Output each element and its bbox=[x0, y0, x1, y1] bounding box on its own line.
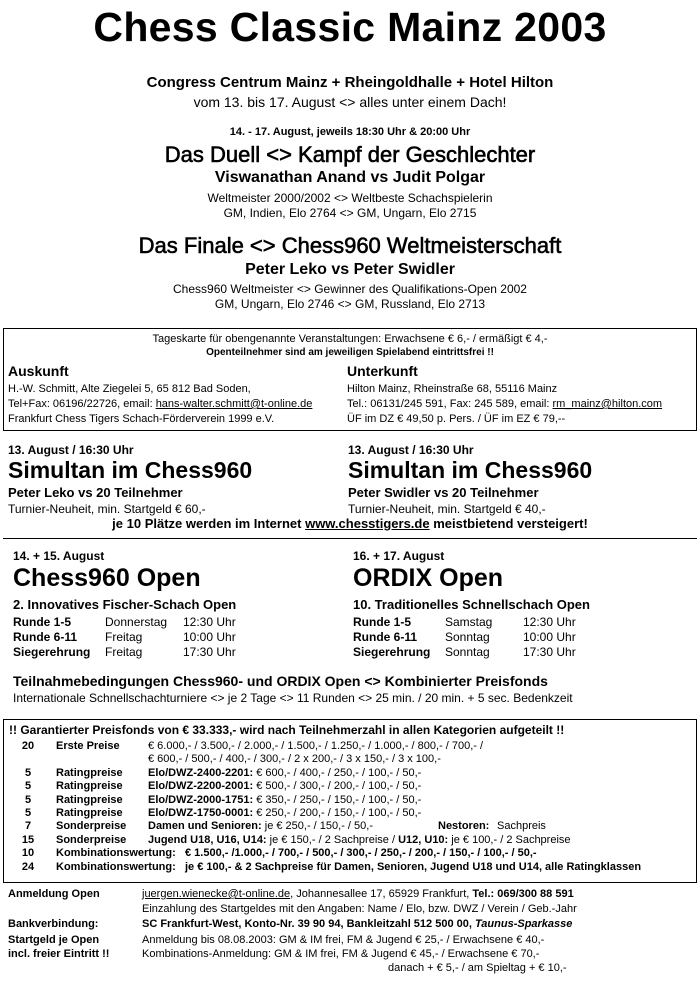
unterkunft-line1: Hilton Mainz, Rheinstraße 68, 55116 Mainz bbox=[347, 383, 558, 395]
prize-line bbox=[148, 834, 571, 846]
prize-count: 5 bbox=[24, 807, 32, 819]
round-label: Runde 1-5 bbox=[13, 615, 72, 629]
prize-count: 24 bbox=[21, 860, 35, 873]
prize-line bbox=[148, 780, 421, 792]
bank-line bbox=[142, 918, 572, 930]
round-time: 10:00 Uhr bbox=[183, 630, 236, 644]
prize-amounts: € 6.000,- / 3.500,- / 2.000,- / 1.500,- / 1.250,- / 1.000,- / 800,- / 700,- / bbox=[148, 740, 484, 752]
fee-line3: danach + € 5,- / am Spieltag + € 10,- bbox=[388, 962, 567, 974]
unterkunft-line2 bbox=[347, 398, 662, 410]
simul-right-players: Peter Swidler vs 20 Teilnehmer bbox=[348, 485, 539, 500]
page-title: Chess Classic Mainz 2003 bbox=[93, 4, 607, 50]
open-right-date: 16. + 17. August bbox=[353, 549, 445, 563]
prize-label: Ratingpreise bbox=[56, 766, 123, 779]
registration-email-link[interactable]: juergen.wienecke@t-online.de bbox=[142, 888, 291, 900]
prize-category: Elo/DWZ-2400-2201: bbox=[148, 766, 254, 779]
round-label: Siegerehrung bbox=[13, 645, 91, 659]
prize-count: 5 bbox=[24, 780, 32, 793]
prize-line bbox=[148, 767, 421, 779]
auction-prefix: je 10 Plätze werden im Internet bbox=[112, 516, 306, 531]
prize-count: 5 bbox=[24, 793, 32, 806]
round-day: Donnerstag bbox=[105, 615, 168, 629]
conditions-text: Internationale Schnellschachturniere <> je 2 Tage <> 11 Runden <> 25 min. / 20 min. + 5 sec. Bedenkzeit bbox=[13, 691, 573, 705]
registration-line1 bbox=[142, 888, 574, 900]
registration-tel: Tel.: 069/300 88 591 bbox=[472, 888, 574, 900]
prize-count: 7 bbox=[24, 820, 32, 833]
final-info1: Chess960 Weltmeister <> Gewinner des Qualifikations-Open 2002 bbox=[173, 282, 527, 296]
auskunft-tel: Tel+Fax: 06196/22726, email: bbox=[8, 398, 156, 410]
round-label: Siegerehrung bbox=[353, 645, 431, 659]
prize-amounts: je € 250,- / 150,- / 50,- bbox=[264, 820, 373, 833]
bank-text: SC Frankfurt-West, Konto-Nr. 39 90 94, Bankleitzahl 512 500 00, bbox=[142, 918, 475, 930]
open-left-date: 14. + 15. August bbox=[13, 549, 105, 563]
prizes-heading: !! Garantierter Preisfonds von € 33.333,- wird nach Teilnehmerzahl in allen Kategorien aufgeteilt !! bbox=[9, 723, 565, 737]
prize-amounts: je € 150,- / 2 Sachpreise / bbox=[269, 833, 399, 846]
prize-amounts: € 350,- / 250,- / 150,- / 100,- / 50,- bbox=[256, 793, 422, 806]
registration-label: Anmeldung Open bbox=[8, 888, 100, 900]
prize-count: 15 bbox=[21, 833, 35, 846]
auskunft-line2 bbox=[8, 398, 312, 410]
prize-label: Sonderpreise bbox=[56, 820, 127, 833]
prize-extra-text: je € 100,- / 2 Sachpreise bbox=[451, 833, 571, 846]
open-left-subheading: 2. Innovatives Fischer-Schach Open bbox=[13, 597, 237, 612]
simul-left-date: 13. August / 16:30 Uhr bbox=[8, 443, 134, 457]
duel-info2: GM, Indien, Elo 2764 <> GM, Ungarn, Elo 2715 bbox=[223, 206, 477, 220]
round-day: Freitag bbox=[105, 645, 143, 659]
prize-label: Erste Preise bbox=[56, 740, 120, 752]
prize-amounts: € 1.500,- /1.000,- / 700,- / 500,- / 300,- / 250,- / 200,- / 150,- / 100,- / 50,- bbox=[185, 847, 537, 860]
prize-category: Damen und Senioren: bbox=[148, 820, 262, 833]
venue-line1: Congress Centrum Mainz + Rheingoldhalle + Hotel Hilton bbox=[146, 74, 554, 91]
fee-label1: Startgeld je Open bbox=[8, 934, 100, 946]
final-heading: Das Finale <> Chess960 Weltmeisterschaft bbox=[138, 233, 562, 258]
prize-count: 10 bbox=[21, 847, 35, 860]
open-right-subheading: 10. Traditionelles Schnellschach Open bbox=[353, 597, 590, 612]
prize-extra-text: Sachpreis bbox=[497, 820, 546, 833]
prize-line bbox=[148, 740, 483, 752]
open-left-heading: Chess960 Open bbox=[13, 564, 201, 592]
tickets-line1: Tageskarte für obengenannte Veranstaltungen: Erwachsene € 6,- / ermäßigt € 4,- bbox=[152, 333, 548, 345]
prize-line bbox=[148, 794, 421, 806]
prize-line bbox=[185, 861, 641, 873]
simul-right-heading: Simultan im Chess960 bbox=[348, 457, 593, 483]
fee-label2: incl. freier Eintritt !! bbox=[8, 948, 110, 960]
prize-label: Kombinationswertung: bbox=[56, 847, 176, 860]
round-label: Runde 6-11 bbox=[13, 630, 78, 644]
open-right-heading: ORDIX Open bbox=[353, 564, 504, 592]
simul-right-date: 13. August / 16:30 Uhr bbox=[348, 443, 474, 457]
prize-line bbox=[148, 753, 441, 765]
auskunft-line3: Frankfurt Chess Tigers Schach-Förderverein 1999 e.V. bbox=[8, 413, 275, 425]
prize-label: Ratingpreise bbox=[56, 780, 123, 793]
auskunft-line1: H.-W. Schmitt, Alte Ziegelei 5, 65 812 Bad Soden, bbox=[8, 383, 251, 395]
simul-left-heading: Simultan im Chess960 bbox=[8, 457, 253, 483]
prize-count: 20 bbox=[21, 740, 35, 752]
bank-name: Taunus-Sparkasse bbox=[474, 918, 573, 930]
round-day: Samstag bbox=[445, 615, 493, 629]
final-info2: GM, Ungarn, Elo 2746 <> GM, Russland, Elo 2713 bbox=[214, 297, 486, 311]
prize-amounts: € 250,- / 200,- / 150,- / 100,- / 50,- bbox=[256, 807, 422, 819]
prize-amounts: € 600,- / 500,- / 400,- / 300,- / 2 x 200,- / 3 x 150,- / 3 x 100,- bbox=[148, 753, 441, 766]
prize-line bbox=[185, 847, 537, 859]
unterkunft-email-link[interactable]: rm_mainz@hilton.com bbox=[552, 398, 663, 410]
conditions-heading: Teilnahmebedingungen Chess960- und ORDIX Open <> Kombinierter Preisfonds bbox=[13, 673, 548, 689]
prize-amounts: € 500,- / 300,- / 200,- / 100,- / 50,- bbox=[256, 780, 422, 793]
round-time: 12:30 Uhr bbox=[523, 615, 576, 629]
auskunft-heading: Auskunft bbox=[8, 363, 69, 379]
auction-line bbox=[0, 516, 700, 531]
prize-label: Kombinationswertung: bbox=[56, 860, 176, 873]
prize-label: Sonderpreise bbox=[56, 833, 127, 846]
prize-amounts: € 600,- / 400,- / 250,- / 100,- / 50,- bbox=[256, 766, 422, 779]
auskunft-email-link[interactable]: hans-walter.schmitt@t-online.de bbox=[155, 398, 313, 410]
auction-suffix: meistbietend versteigert! bbox=[429, 516, 588, 531]
unterkunft-heading: Unterkunft bbox=[347, 363, 418, 379]
round-time: 12:30 Uhr bbox=[183, 615, 236, 629]
prize-category: Jugend U18, U16, U14: bbox=[148, 833, 267, 846]
tickets-line2: Openteilnehmer sind am jeweiligen Spielabend eintrittsfrei !! bbox=[206, 347, 494, 358]
prize-count: 5 bbox=[24, 766, 32, 779]
prize-category: Elo/DWZ-2200-2001: bbox=[148, 780, 254, 793]
round-time: 10:00 Uhr bbox=[523, 630, 576, 644]
prize-extra-label: Nestoren: bbox=[438, 820, 490, 833]
duel-heading: Das Duell <> Kampf der Geschlechter bbox=[164, 142, 536, 167]
prize-label: Ratingpreise bbox=[56, 807, 123, 819]
fee-line2: Kombinations-Anmeldung: GM & IM frei, FM & Jugend € 45,- / Erwachsene € 70,- bbox=[142, 948, 540, 960]
duel-info1: Weltmeister 2000/2002 <> Weltbeste Schachspielerin bbox=[207, 191, 493, 205]
prize-category: Elo/DWZ-1750-0001: bbox=[148, 807, 254, 819]
prize-category: Elo/DWZ-2000-1751: bbox=[148, 793, 254, 806]
registration-address: , Johannesallee 17, 65929 Frankfurt, bbox=[290, 888, 473, 900]
prize-amounts: je € 100,- & 2 Sachpreise für Damen, Senioren, Jugend U18 und U14, alle Ratingklassen bbox=[185, 860, 642, 873]
final-players: Peter Leko vs Peter Swidler bbox=[245, 261, 455, 278]
prize-extra-label: U12, U10: bbox=[398, 833, 449, 846]
round-day: Freitag bbox=[105, 630, 143, 644]
fee-line1: Anmeldung bis 08.08.2003: GM & IM frei, FM & Jugend € 25,- / Erwachsene € 40,- bbox=[142, 934, 545, 946]
prize-label: Ratingpreise bbox=[56, 793, 123, 806]
round-label: Runde 1-5 bbox=[353, 615, 412, 629]
venue-line2: vom 13. bis 17. August <> alles unter einem Dach! bbox=[193, 94, 507, 110]
divider bbox=[3, 538, 697, 539]
simul-left-info: Turnier-Neuheit, min. Startgeld € 60,- bbox=[8, 502, 206, 516]
chesstigers-link[interactable]: www.chesstigers.de bbox=[305, 516, 430, 531]
round-time: 17:30 Uhr bbox=[183, 645, 236, 659]
unterkunft-tel: Tel.: 06131/245 591, Fax: 245 589, email: bbox=[347, 398, 553, 410]
registration-line2: Einzahlung des Startgeldes mit den Angaben: Name / Elo, bzw. DWZ / Verein / Geb.-Jahr bbox=[142, 903, 577, 915]
duel-players: Viswanathan Anand vs Judit Polgar bbox=[214, 169, 486, 186]
prize-line bbox=[148, 820, 373, 832]
round-time: 17:30 Uhr bbox=[523, 645, 576, 659]
round-day: Sonntag bbox=[445, 630, 490, 644]
round-label: Runde 6-11 bbox=[353, 630, 418, 644]
simul-right-info: Turnier-Neuheit, min. Startgeld € 40,- bbox=[348, 502, 546, 516]
unterkunft-line3: ÜF im DZ € 49,50 p. Pers. / ÜF im EZ € 79,-- bbox=[347, 413, 566, 425]
bank-label: Bankverbindung: bbox=[8, 918, 99, 930]
round-day: Sonntag bbox=[445, 645, 490, 659]
simul-left-players: Peter Leko vs 20 Teilnehmer bbox=[8, 485, 183, 500]
duel-date: 14. - 17. August, jeweils 18:30 Uhr & 20:00 Uhr bbox=[229, 126, 471, 138]
prize-line bbox=[148, 807, 421, 819]
